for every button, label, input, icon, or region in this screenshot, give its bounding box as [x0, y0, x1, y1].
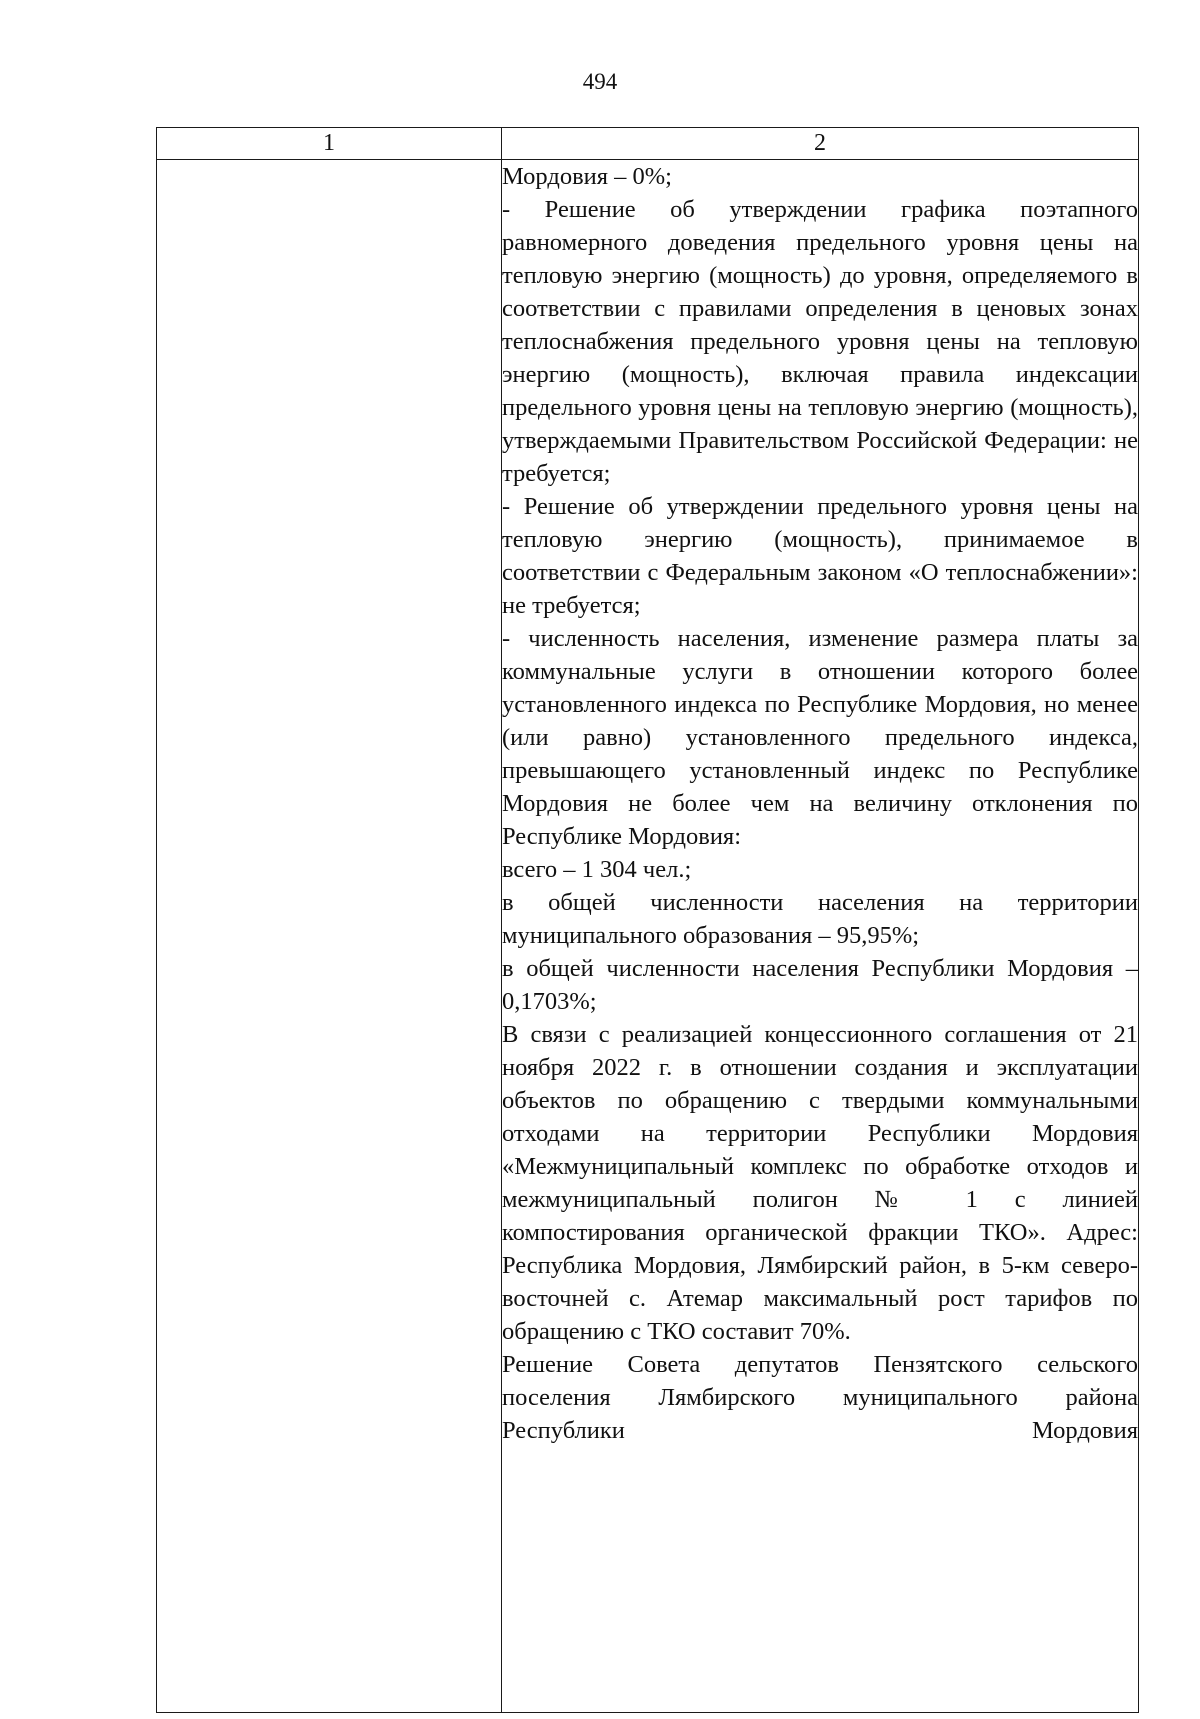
- table-header-row: [157, 128, 1139, 160]
- document-table: [156, 127, 1139, 1713]
- paragraph: - Решение об утверждении предельного уровня цены на тепловую энергию (мощность), принимаемое в соответствии с Федеральным законом «О теплоснабжении»: не требуется;: [502, 493, 1138, 619]
- paragraph: Решение Совета депутатов Пензятского сельского поселения Лямбирского муниципального района Республики Мордовия: [502, 1351, 1138, 1444]
- column-header-2: 2: [502, 128, 1139, 160]
- paragraph: - Решение об утверждении графика поэтапного равномерного доведения предельного уровня цены на тепловую энергию (мощность) до уровня, определяемого в соответствии с правилами определения в ценовых зонах теплоснабжения предельного уровня цены на тепловую энергию (мощность), включая правила индексации предельного уровня цены на тепловую энергию (мощность), утверждаемыми Правительством Российской Федерации: не требуется;: [502, 196, 1138, 487]
- paragraph: В связи с реализацией концессионного соглашения от 21 ноября 2022 г. в отношении создания и эксплуатации объектов по обращению с твердыми коммунальными отходами на территории Республики Мордовия «Межмуниципальный комплекс по обработке отходов и межмуниципальный полигон № 1 с линией компостирования органической фракции ТКО». Адрес: Республика Мордовия, Лямбирский район, в 5-км северо-восточней с. Атемар максимальный рост тарифов по обращению с ТКО составит 70%.: [502, 1021, 1138, 1345]
- table-cell-column-2: [502, 160, 1139, 1713]
- table-row: [157, 160, 1139, 1713]
- paragraph: - численность населения, изменение размера платы за коммунальные услуги в отношении которого более установленного индекса по Республике Мордовия, но менее (или равно) установленного предельного индекса, превышающего установленный индекс по Республике Мордовия не более чем на величину отклонения по Республике Мордовия:: [502, 625, 1138, 850]
- paragraph: в общей численности населения на территории муниципального образования – 95,95%;: [502, 889, 1138, 949]
- column-header-1: 1: [157, 128, 502, 160]
- paragraph: Мордовия – 0%;: [502, 163, 672, 190]
- paragraph: всего – 1 304 чел.;: [502, 856, 692, 883]
- page-number: 494: [582, 69, 618, 94]
- table-cell-column-1: [157, 160, 502, 1713]
- paragraph: в общей численности населения Республики Мордовия – 0,1703%;: [502, 955, 1138, 1015]
